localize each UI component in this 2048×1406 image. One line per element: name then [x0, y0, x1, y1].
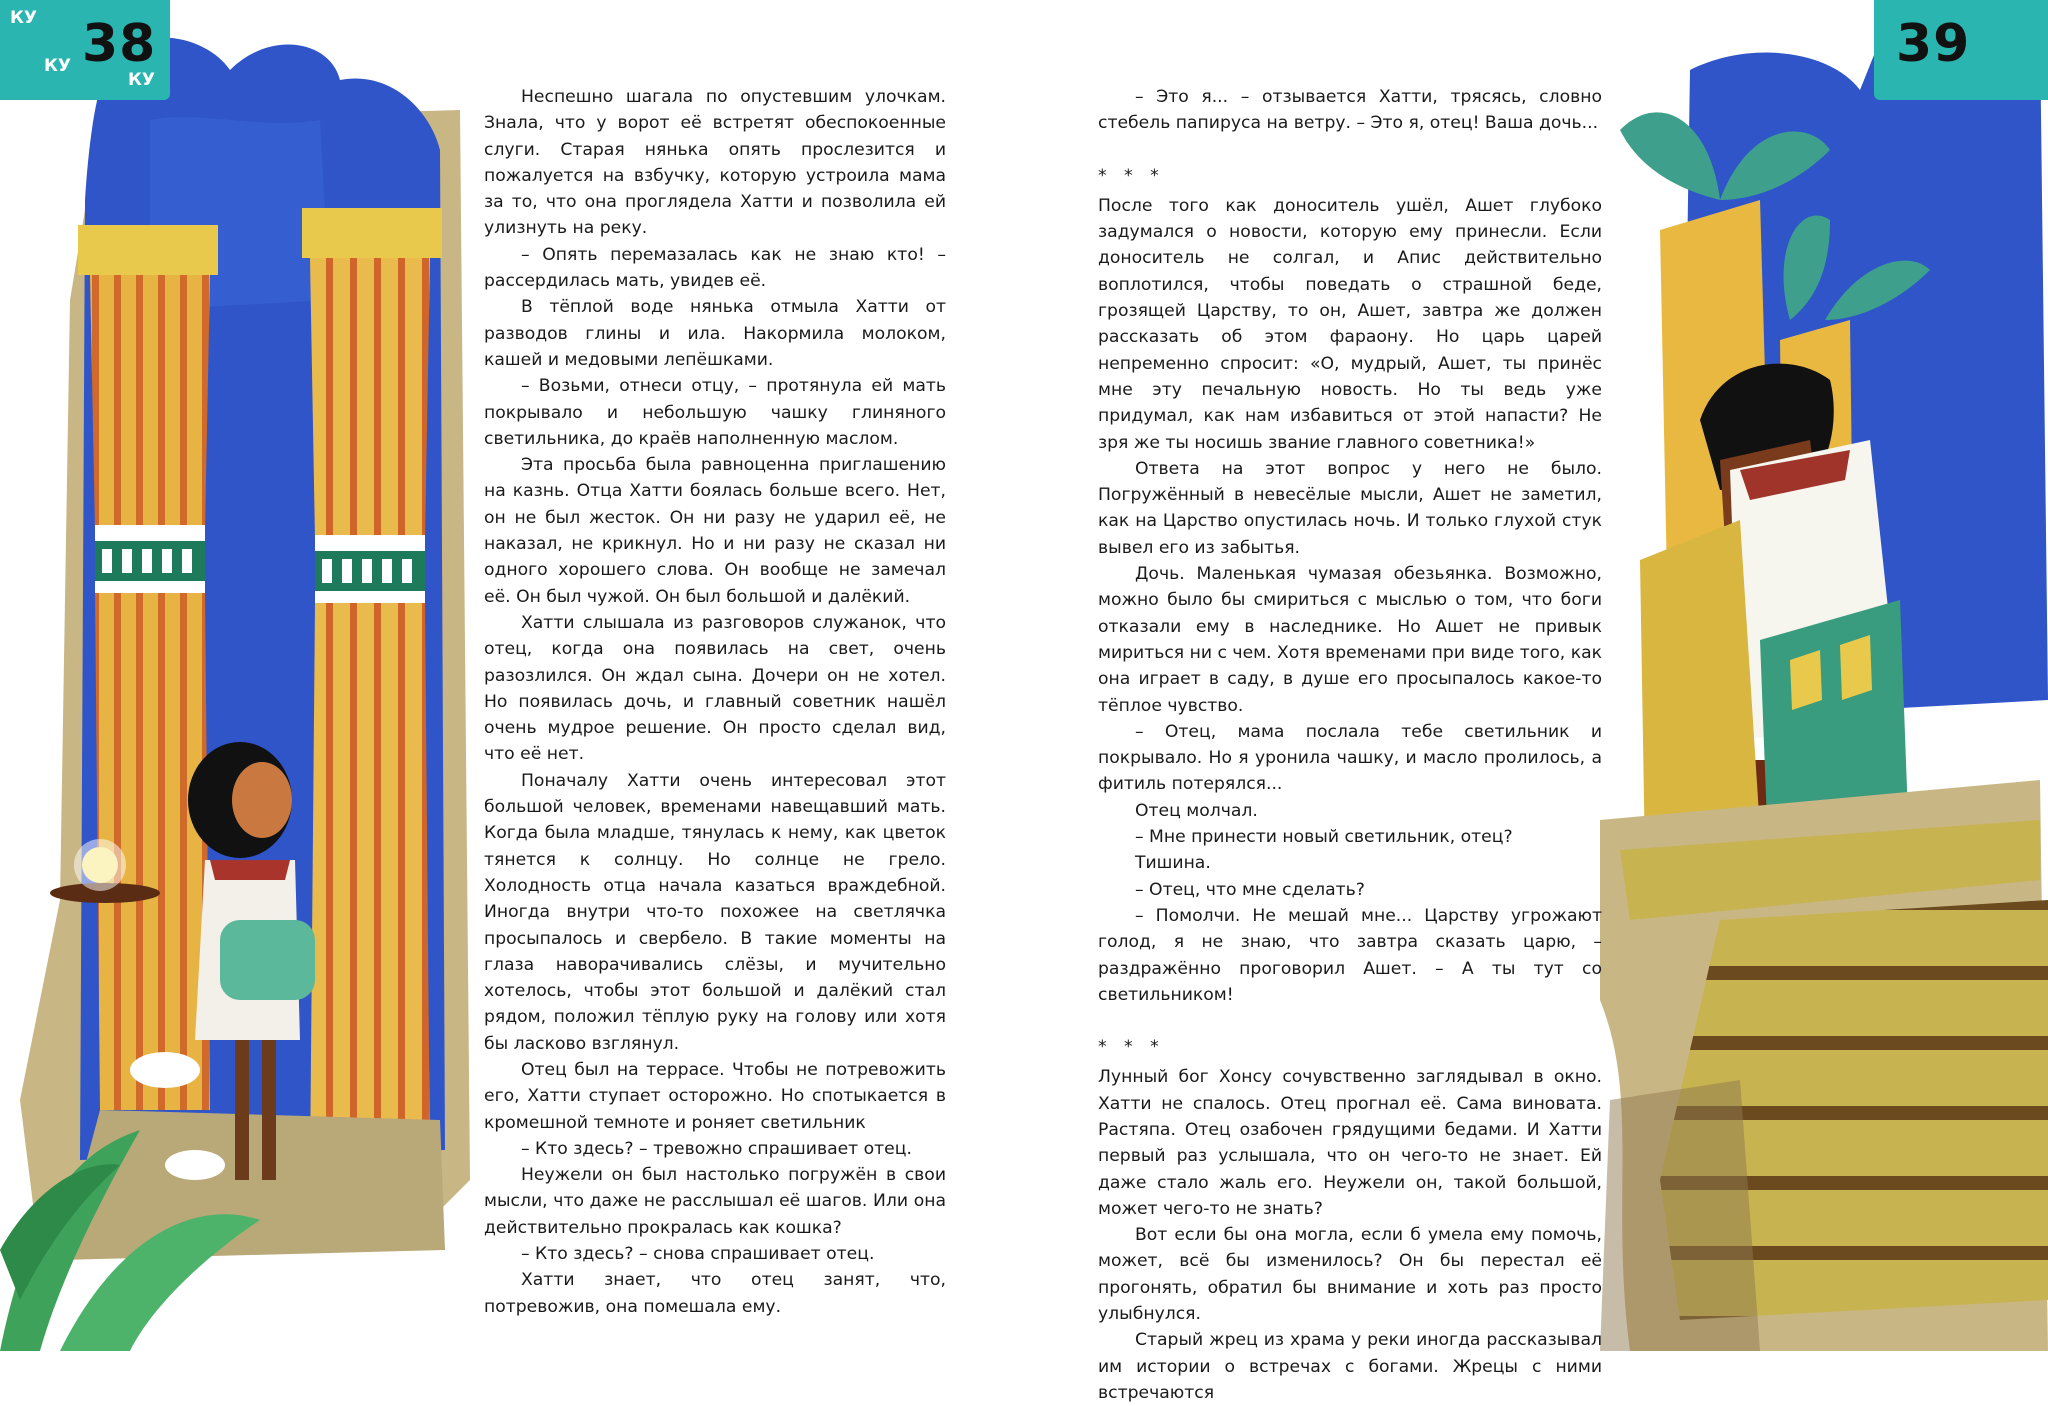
right-illustration [1600, 0, 2048, 1351]
paragraph: Дочь. Маленькая чумазая обезьянка. Возможно, можно было бы смириться с мыслью о том, что боги отказали ему в наследнике. Но Ашет не привык мириться ни с чем. Хотя временами при виде того, как она играет в саду, в душе его просыпалось какое-то тёплое чувство. [1098, 564, 1602, 716]
paragraph: – Опять перемазалась как не знаю кто! – рассердилась мать, увидев её. [484, 244, 946, 292]
badge-doodle-text: КУ [10, 8, 38, 28]
paragraph: – Отец, что мне сделать? [1135, 879, 1365, 900]
paragraph: Вот если бы она могла, если б умела ему помочь, может, всё бы изменилось? Он бы перестал её прогонять, обратил бы внимание и хоть раз просто улыбнулся. [1098, 1225, 1602, 1325]
section-separator: * * * [1098, 165, 1165, 186]
paragraph: Хатти слышала из разговоров служанок, что отец, когда она появилась на свет, очень разозлился. Он ждал сына. Дочери он не хотел. Но появилась дочь, и главный советник нашёл очень мудрое решение. Он просто сделал вид, что её нет. [484, 612, 946, 765]
paragraph: Лунный бог Хонсу сочувственно заглядывал в окно. Хатти не спалось. Отец прогнал её. Сама виновата. Растяпа. Отец озабочен грядущими бедами. И Хатти первый раз услышала, что он чего-то не знает. Ей даже стало жаль его. Неужели он, такой большой, может чего-то не знать? [1098, 1067, 1602, 1219]
paragraph: Отец молчал. [1135, 800, 1258, 821]
right-text-column [1098, 84, 1602, 1406]
paragraph: После того как доноситель ушёл, Ашет глубоко задумался о новости, которую ему принесли. Если доноситель не солгал, и Апис действительно воплотился, чтобы поведать о страшной беде, грозящей Царству, то он, Ашет, завтра же должен рассказать об этом фараону. Но царь царей непременно спросит: «О, мудрый, Ашет, ты принёс мне эту печальную новость. Но ты ведь уже придумал, как нам избавиться от этой напасти? Не зря же ты носишь звание главного советника!» [1098, 195, 1602, 453]
left-illustration [0, 0, 470, 1351]
page-number-right: 39 [1896, 14, 1971, 74]
left-text-column [484, 84, 946, 1320]
paragraph: Неужели он был настолько погружён в свои мысли, что даже не расслышал её шагов. Или она действительно прокралась как кошка? [484, 1165, 946, 1238]
page-number-badge-right [1874, 0, 2048, 100]
paragraph: Хатти знает, что отец занят, что, потревожив, она помешала ему. [484, 1270, 946, 1317]
section-separator: * * * [1098, 1037, 1165, 1058]
paragraph: Ответа на этот вопрос у него не было. Погружённый в невесёлые мысли, Ашет не заметил, как на Царство опустилась ночь. И только глухой стук вывел его из забытья. [1098, 458, 1602, 558]
paragraph: – Помолчи. Не мешай мне... Царству угрожают голод, я не знаю, что завтра сказать царю, – раздражённо проговорил Ашет. – А ты тут со светильником! [1098, 905, 1602, 1005]
page-number-badge-left [0, 0, 170, 100]
paragraph: Отец был на террасе. Чтобы не потревожить его, Хатти ступает осторожно. Но спотыкается в кромешной темноте и роняет светильник [484, 1059, 946, 1133]
paragraph: Эта просьба была равноценна приглашению на казнь. Отца Хатти боялась больше всего. Нет, он не был жесток. Он ни разу не ударил её, не наказал, не крикнул. Но и ни разу не сказал ни одного хорошего слова. Он вообще не замечал её. Он был чужой. Он был большой и далёкий. [484, 455, 946, 607]
paragraph: Старый жрец из храма у реки иногда рассказывал им истории о встречах с богами. Жрецы с ними встречаются [1098, 1330, 1602, 1403]
paragraph: – Кто здесь? – тревожно спрашивает отец. [521, 1138, 912, 1159]
paragraph: Тишина. [1135, 853, 1211, 874]
paragraph: – Возьми, отнеси отцу, – протянула ей мать покрывало и небольшую чашку глиняного светильника, до краёв наполненную маслом. [484, 376, 946, 449]
paragraph: – Это я... – отзывается Хатти, трясясь, словно стебель папируса на ветру. – Это я, отец! Ваша дочь... [1098, 87, 1602, 134]
paragraph: – Отец, мама послала тебе светильник и покрывало. Но я уронила чашку, и масло пролилось, а фитиль потерялся... [1098, 721, 1602, 795]
paragraph: – Мне принести новый светильник, отец? [1135, 827, 1513, 848]
paragraph: В тёплой воде нянька отмыла Хатти от разводов глины и ила. Накормила молоком, кашей и медовыми лепёшками. [484, 297, 946, 370]
page-number-left: 38 [82, 14, 157, 74]
badge-doodle-text: КУ [44, 56, 72, 76]
badge-doodle-text: КУ [128, 70, 156, 90]
paragraph: Поначалу Хатти очень интересовал этот большой человек, временами навещавший мать. Когда была младше, тянулась к нему, как цветок тянется к солнцу. Но солнце не грело. Холодность отца начала казаться враждебной. Иногда внутри что-то похожее на светлячка просыпалось и свербело. В такие моменты на глаза наворачивались слёзы, и мучительно хотелось, чтобы этот большой и далёкий стал рядом, положил тёплую руку на голову или хотя бы ласково взглянул. [484, 770, 946, 1054]
paragraph: – Кто здесь? – снова спрашивает отец. [521, 1244, 875, 1265]
paragraph: Неспешно шагала по опустевшим улочкам. Знала, что у ворот её встретят обеспокоенные слуги. Старая нянька опять прослезится и пожалуется на взбучку, которую устроила мама за то, что она проглядела Хатти и позволила ей улизнуть на реку. [484, 87, 946, 239]
